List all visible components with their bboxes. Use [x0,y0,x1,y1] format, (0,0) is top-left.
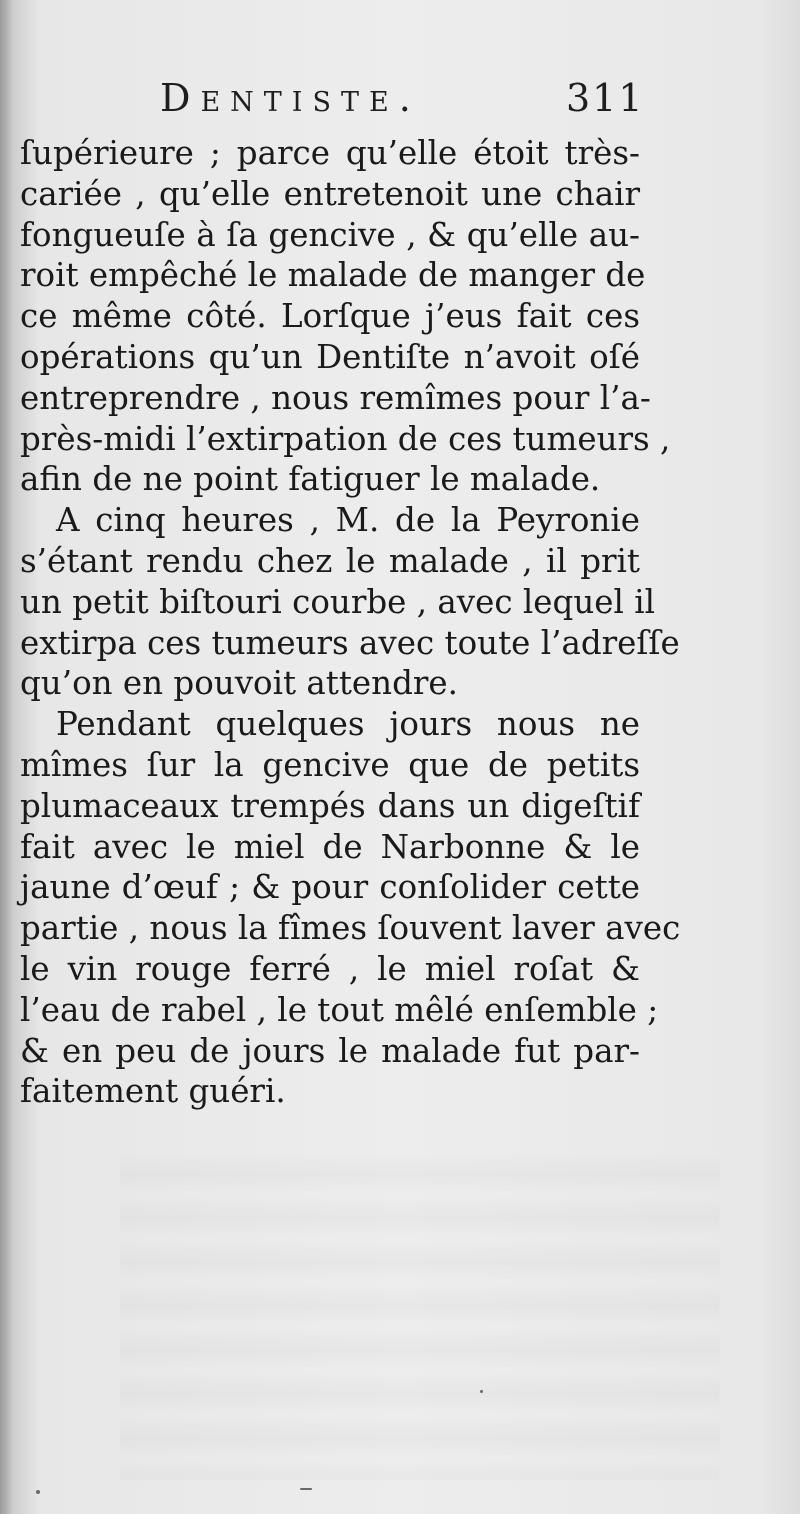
paper-speck [480,1390,483,1393]
text-line: faitement guéri. [20,1072,286,1111]
running-head: Dentiste. [160,76,421,120]
text-line: ſupérieure ; parce qu’elle étoit très- [20,134,640,172]
text-line: afin de ne point fatiguer le malade. [20,460,601,499]
text-line: & en peu de jours le malade fut par- [20,1031,640,1070]
text-line: extirpa ces tumeurs avec toute l’adreſſe [20,623,680,662]
text-line: Pendant quelques jours nous ne [56,705,640,744]
text-line: qu’on en pouvoit attendre. [20,664,458,703]
text-line: près-midi l’extirpation de ces tumeurs , [20,419,671,458]
text-line: mîmes ſur la gencive que de petits [20,745,640,784]
text-line: ce même côté. Lorſque j’eus fait ces [20,297,640,336]
text-line: plumaceaux trempés dans un digeſtif [20,786,640,825]
show-through-shadow [120,1150,720,1480]
page-number: 311 [566,76,645,120]
text-line: le vin rouge ferré , le miel roſat & [20,949,640,988]
page-header [0,76,800,124]
text-line: A cinq heures , M. de la Peyronie [56,501,640,540]
text-line: opérations qu’un Dentiſte n’avoit oſé [20,337,640,376]
text-line: l’eau de rabel , le tout mêlé enſemble ; [20,990,659,1029]
text-line: entreprendre , nous remîmes pour l’a- [20,378,651,417]
paper-speck [36,1490,40,1494]
text-line: jaune d’œuf ; & pour conſolider cette [20,868,640,907]
text-line: roit empêché le malade de manger de [20,256,646,295]
text-line: cariée , qu’elle entretenoit une chair [20,174,640,213]
text-line: s’étant rendu chez le malade , il prit [20,541,640,580]
paper-speck [300,1488,312,1490]
text-line: un petit biſtouri courbe , avec lequel il [20,582,656,621]
text-line: fongueuſe à ſa gencive , & qu’elle au- [20,215,640,254]
body-text [20,133,681,1112]
text-line: fait avec le miel de Narbonne & le [20,827,640,866]
text-line: partie , nous la fîmes ſouvent laver avec [20,909,681,948]
